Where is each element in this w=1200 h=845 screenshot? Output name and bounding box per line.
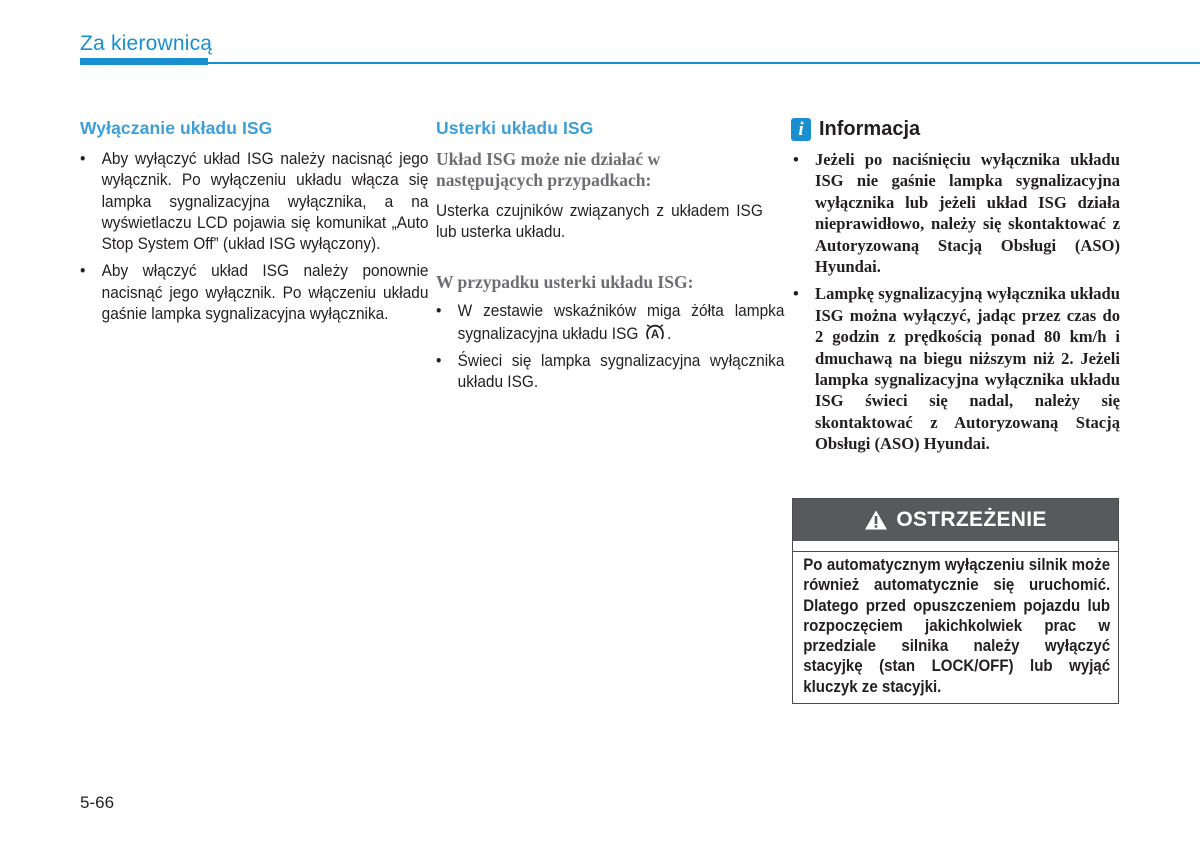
isg-icon-letter: A <box>650 327 659 341</box>
warning-header <box>793 499 1118 541</box>
warning-title: OSTRZEŻENIE <box>896 508 1047 531</box>
column-isg-faults <box>436 118 785 400</box>
list-item <box>436 301 784 346</box>
subheading-may-not-work: Układ ISG może nie działać w następujących przypadkach: <box>436 149 661 190</box>
warning-text: Po automatycznym wyłączeniu silnik może również automatycznie się uruchomić. Dlatego przed opuszczeniem pojazdu lub rozpoczęciem jakichkolwiek prac w przedziale silnika należy wyłączyć stacyjkę (stan LOCK/OFF) lub wyjąć kluczyk ze stacyjki. <box>803 556 1111 696</box>
list-item <box>791 283 1120 454</box>
header-rule <box>80 62 1200 64</box>
fault-cause-paragraph: Usterka czujników związanych z układem ISG lub usterka układu. <box>436 202 763 242</box>
list-item-text: Aby wyłączyć układ ISG należy nacisnąć jego wyłącznik. Po wyłączeniu układu włącza się lampka sygnalizacyjna wyłącznika, a na wyświetlaczu LCD pojawia się komunikat „Auto Stop System Off” (układ ISG wyłączony). <box>101 150 429 254</box>
isg-auto-stop-icon <box>645 322 666 344</box>
list-item-period: . <box>667 324 672 343</box>
bullet: • <box>436 352 442 371</box>
list-item <box>436 351 784 394</box>
warning-triangle-icon <box>864 509 888 531</box>
list-item-text: Lampkę sygnalizacyjną wyłącznika układu ISG można wyłączyć, jadąc przez czas do 2 godzin z prędkością ponad 80 km/h i dmuchawą na biegu niższym niż 2. Jeżeli lampka sygnalizacyjna wyłącznika układu ISG świeci się nadal, należy się skontaktować z Autoryzowaną Stacją Obsługi (ASO) Hyundai. <box>815 284 1120 454</box>
list-item-text: Aby włączyć układ ISG należy ponownie nacisnąć jego wyłącznik. Po włączeniu układu gaśnie lampka sygnalizacyjna wyłącznika. <box>101 262 429 324</box>
heading-isg-faults: Usterki układu ISG <box>436 118 594 138</box>
section-title: Za kierownicą <box>80 32 213 55</box>
warning-box <box>792 498 1119 704</box>
list-item <box>80 149 428 255</box>
list-item-text: W zestawie wskaźników miga żółta lampka sygnalizacyjna układu ISG <box>457 301 785 343</box>
list-item <box>80 261 428 325</box>
heading-isg-disable: Wyłączanie układu ISG <box>80 118 273 138</box>
information-box <box>791 118 1120 461</box>
bullet: • <box>80 150 86 168</box>
information-title: Informacja <box>819 118 921 140</box>
list-item-text: Jeżeli po naciśnięciu wyłącznika układu ISG nie gaśnie lampka sygnalizacyjna wyłącznika lub jeżeli układ ISG działa nieprawidłowo, należy się skontaktować z Autoryzowaną Stacją Obsługi (ASO) Hyundai. <box>815 150 1120 277</box>
info-icon: i <box>791 118 811 141</box>
list-item <box>791 149 1120 277</box>
isg-fault-list <box>436 301 785 394</box>
bullet: • <box>793 284 799 304</box>
information-list <box>791 149 1120 455</box>
bullet: • <box>80 262 86 281</box>
list-item-text: Świeci się lampka sygnalizacyjna wyłącznika układu ISG. <box>457 352 785 392</box>
information-header <box>791 118 1120 141</box>
bullet: • <box>436 301 442 320</box>
column-isg-disable <box>80 118 429 331</box>
isg-disable-list <box>80 149 429 325</box>
subheading-in-case-of-fault: W przypadku usterki układu ISG: <box>436 271 694 292</box>
bullet: • <box>793 150 799 169</box>
page-number: 5-66 <box>80 793 115 812</box>
